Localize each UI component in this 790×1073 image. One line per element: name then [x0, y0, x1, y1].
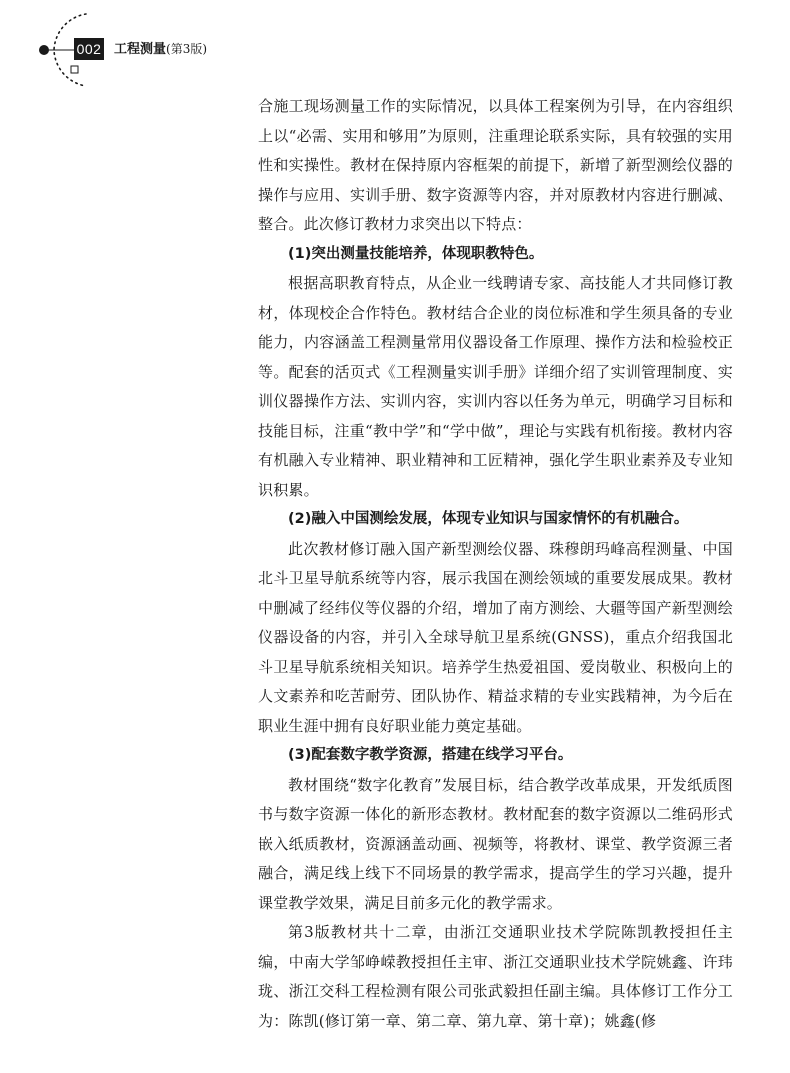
body-paragraph: 此次教材修订融入国产新型测绘仪器、珠穆朗玛峰高程测量、中国北斗卫星导航系统等内容，展示我国在测绘领域的重要发展成果。教材中删减了经纬仪等仪器的介绍，增加了南方测绘、大疆等国产新型测绘仪器设备的内容，并引入全球导航卫星系统(GNSS)，重点介绍我国北斗卫星导航系统相关知识。培养学生热爱祖国、爱岗敬业、积极向上的人文素养和吃苦耐劳、团队协作、精益求精的专业实践精神，为今后在职业生涯中拥有良好职业能力奠定基础。	[258, 539, 733, 735]
section-heading: (2)融入中国测绘发展，体现专业知识与国家情怀的有机融合。	[288, 511, 689, 527]
book-title: 工程测量	[114, 42, 167, 57]
section-heading: (1)突出测量技能培养，体现职教特色。	[288, 245, 544, 262]
page-number: 002	[74, 38, 104, 60]
page-header	[0, 0, 790, 100]
book-edition: (第3版)	[166, 42, 208, 56]
running-title	[114, 39, 207, 60]
section-heading: (3)配套数字教学资源，搭建在线学习平台。	[288, 747, 573, 763]
body-paragraph: 合施工现场测量工作的实际情况，以具体工程案例为引导，在内容组织上以“必需、实用和够用”为原则，注重理论联系实际，具有较强的实用性和实操性。教材在保持原内容框架的前提下，新增了新型测绘仪器的操作与应用、实训手册、数字资源等内容，并对原教材内容进行删减、整合。此次修订教材力求突出以下特点：	[258, 97, 733, 233]
body-paragraph: 教材围绕“数字化教育”发展目标，结合教学改革成果，开发纸质图书与数字资源一体化的新形态教材。教材配套的数字资源以二维码形式嵌入纸质教材，资源涵盖动画、视频等，将教材、课堂、教学资源三者融合，满足线上线下不同场景的教学需求，提高学生的学习兴趣，提升课堂教学效果，满足目前多元化的教学需求。	[258, 775, 733, 912]
page-body	[258, 92, 733, 1036]
body-paragraph: 第3版教材共十二章，由浙江交通职业技术学院陈凯教授担任主编，中南大学邹峥嵘教授担任主审、浙江交通职业技术学院姚鑫、许玮珑、浙江交科工程检测有限公司张武毅担任副主编。具体修订工作分工为：陈凯(修订第一章、第二章、第九章、第十章)；姚鑫(修	[258, 923, 733, 1030]
body-paragraph: 根据高职教育特点，从企业一线聘请专家、高技能人才共同修订教材，体现校企合作特色。教材结合企业的岗位标准和学生须具备的专业能力，内容涵盖工程测量常用仪器设备工作原理、操作方法和检验校正等。配套的活页式《工程测量实训手册》详细介绍了实训管理制度、实训仪器操作方法、实训内容，实训内容以任务为单元，明确学习目标和技能目标，注重“教中学”和“学中做”，理论与实践有机衔接。教材内容有机融入专业精神、职业精神和工匠精神，强化学生职业素养及专业知识积累。	[258, 274, 733, 499]
